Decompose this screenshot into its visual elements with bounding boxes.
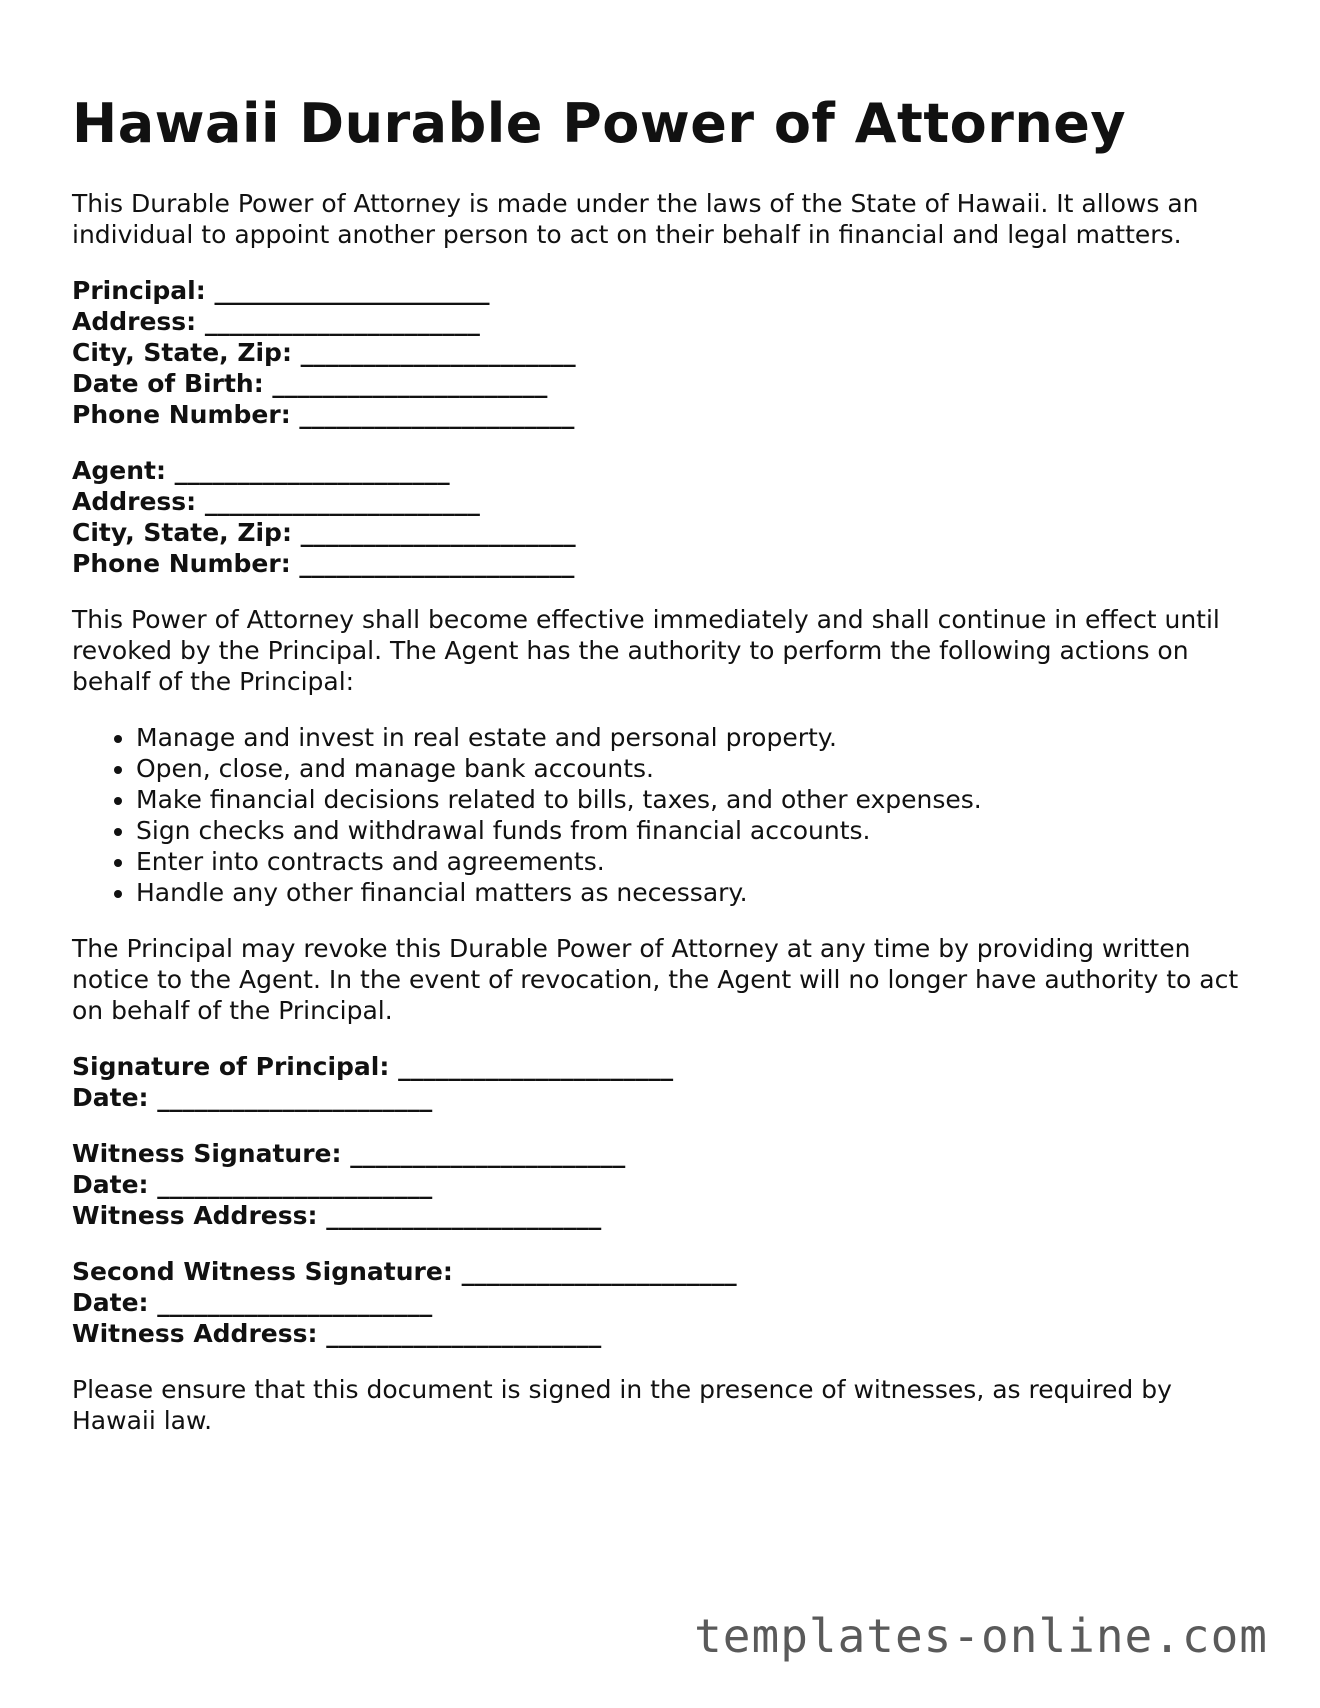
agent-blank-line[interactable]: ______________________ [174,456,450,485]
principal-phone-blank-line[interactable]: ______________________ [299,400,575,429]
list-item: • Make financial decisions related to bills, taxes, and other expenses. [136,784,1252,815]
principal-dob-label: Date of Birth: [72,369,264,398]
principal-blank-line[interactable]: ______________________ [214,276,490,305]
principal-city-blank-line[interactable]: ______________________ [300,338,576,367]
powers-list [72,722,1252,908]
principal-field [72,275,1252,306]
principal-date-blank-line[interactable]: ______________________ [157,1083,433,1112]
agent-address-field [72,486,1252,517]
witness-one-signature-blank-line[interactable]: ______________________ [350,1139,626,1168]
agent-phone-field [72,548,1252,579]
list-item: • Manage and invest in real estate and personal property. [136,722,1252,753]
witness-one-address-field [72,1200,1252,1231]
witness-one-date-field [72,1169,1252,1200]
list-item: • Open, close, and manage bank accounts. [136,753,1252,784]
agent-phone-blank-line[interactable]: ______________________ [299,549,575,578]
agent-city-field [72,517,1252,548]
principal-info-section [72,275,1252,430]
principal-signature-field [72,1051,1252,1082]
document-title: Hawaii Durable Power of Attorney [72,92,1127,155]
principal-phone-label: Phone Number: [72,400,291,429]
principal-city-label: City, State, Zip: [72,338,292,367]
list-item: • Handle any other financial matters as necessary. [136,877,1252,908]
witness-two-date-blank-line[interactable]: ______________________ [157,1288,433,1317]
witness-one-address-label: Witness Address: [72,1201,318,1230]
intro-paragraph: This Durable Power of Attorney is made under the laws of the State of Hawaii. It allows an individual to appoint another person to act on their behalf in financial and legal matters. [72,189,1199,249]
witness-two-address-blank-line[interactable]: ______________________ [326,1319,602,1348]
principal-signature-blank-line[interactable]: ______________________ [398,1052,674,1081]
witness-one-date-label: Date: [72,1170,149,1199]
witness-two-date-field [72,1287,1252,1318]
agent-label: Agent: [72,456,166,485]
principal-address-label: Address: [72,307,197,336]
closing-note: Please ensure that this document is signed in the presence of witnesses, as required by Hawaii law. [72,1375,1172,1435]
principal-city-field [72,337,1252,368]
principal-signature-label: Signature of Principal: [72,1052,390,1081]
watermark-text: templates-online.com [694,1609,1268,1663]
principal-label: Principal: [72,276,206,305]
agent-phone-label: Phone Number: [72,549,291,578]
principal-address-blank-line[interactable]: ______________________ [204,307,480,336]
agent-city-label: City, State, Zip: [72,518,292,547]
witness-one-signature-field [72,1138,1252,1169]
witness-one-signature-label: Witness Signature: [72,1139,342,1168]
agent-address-blank-line[interactable]: ______________________ [204,487,480,516]
witness-two-date-label: Date: [72,1288,149,1317]
agent-info-section [72,455,1252,579]
document-page [72,88,1252,1436]
list-item: • Sign checks and withdrawal funds from financial accounts. [136,815,1252,846]
witness-two-address-field [72,1318,1252,1349]
principal-dob-field [72,368,1252,399]
principal-signature-section [72,1051,1252,1113]
witness-two-address-label: Witness Address: [72,1319,318,1348]
witness-one-address-blank-line[interactable]: ______________________ [326,1201,602,1230]
agent-city-blank-line[interactable]: ______________________ [300,518,576,547]
witness-one-date-blank-line[interactable]: ______________________ [157,1170,433,1199]
agent-address-label: Address: [72,487,197,516]
witness-two-signature-field [72,1256,1252,1287]
agent-field [72,455,1252,486]
principal-date-label: Date: [72,1083,149,1112]
principal-phone-field [72,399,1252,430]
revocation-paragraph: The Principal may revoke this Durable Power of Attorney at any time by providing written notice to the Agent. In the event of revocation, the Agent will no longer have authority to act on behalf of the Principal. [72,934,1239,1025]
witness-two-signature-label: Second Witness Signature: [72,1257,453,1286]
witness-one-section [72,1138,1252,1231]
principal-date-field [72,1082,1252,1113]
principal-address-field [72,306,1252,337]
witness-two-signature-blank-line[interactable]: ______________________ [461,1257,737,1286]
list-item: • Enter into contracts and agreements. [136,846,1252,877]
effective-paragraph: This Power of Attorney shall become effective immediately and shall continue in effect until revoked by the Principal. The Agent has the authority to perform the following actions on behalf of the Principal: [72,605,1220,696]
witness-two-section [72,1256,1252,1349]
principal-dob-blank-line[interactable]: ______________________ [272,369,548,398]
